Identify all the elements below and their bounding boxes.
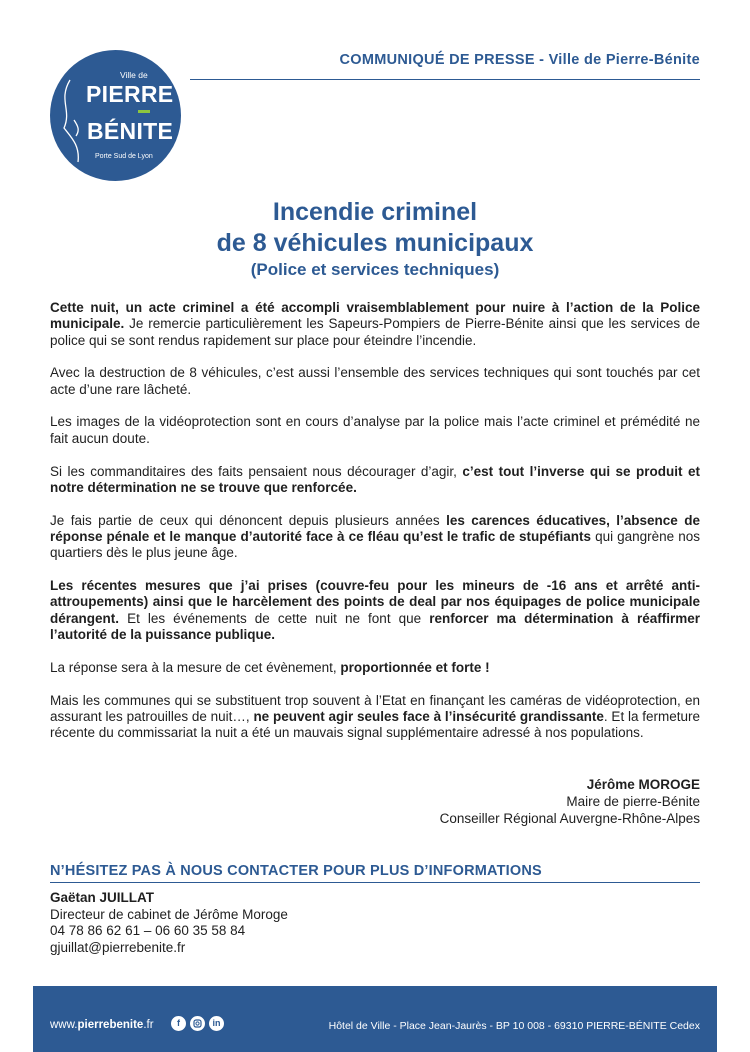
footer-address: Hôtel de Ville - Place Jean-Jaurès - BP 10 008 - 69310 PIERRE-BÉNITE Cedex <box>328 1020 700 1032</box>
logo-pierre: PIERRE <box>86 81 174 107</box>
paragraph-bold: les carences éducatives, l’absence de réponse pénale et le manque d’autorité face à ce fléau qu’est le trafic de stupéfiants <box>50 512 700 544</box>
headline-line-2: de 8 véhicules municipaux <box>216 229 534 257</box>
paragraph <box>50 660 700 676</box>
contact-divider <box>50 882 700 883</box>
headline-subtitle: (Police et services techniques) <box>250 260 500 279</box>
logo-green-dash <box>138 110 150 113</box>
paragraph-bold: proportionnée et forte ! <box>340 659 490 675</box>
paragraph: Les images de la vidéoprotection sont en cours d’analyse par la police mais l’acte criminel et prémédité ne fait aucun doute. <box>50 414 700 446</box>
website-name: pierrebenite <box>77 1019 144 1031</box>
headline-line-1: Incendie criminel <box>272 198 478 226</box>
paragraph-bold: ne peuvent agir seules face à l’insécurité grandissante <box>253 708 604 724</box>
contact-heading: N’HÉSITEZ PAS À NOUS CONTACTER POUR PLUS D’INFORMATIONS <box>50 863 542 879</box>
contact-role: Directeur de cabinet de Jérôme Moroge <box>50 906 288 922</box>
logo-line-art <box>50 50 181 181</box>
paragraph-text: Je fais partie de ceux qui dénoncent depuis plusieurs années <box>50 512 447 528</box>
logo-tagline: Porte Sud de Lyon <box>95 153 153 160</box>
contact-block <box>50 890 288 956</box>
linkedin-icon[interactable]: in <box>209 1016 224 1031</box>
paragraph-text: La réponse sera à la mesure de cet évènement, <box>50 659 341 675</box>
paragraph-text: . Et la fermeture récente du commissariat la nuit a été un mauvais signal supplémentaire adressé à nos populations. <box>50 708 700 741</box>
paragraph-text: Si les commanditaires des faits pensaient nous décourager d’agir, <box>50 463 463 479</box>
paragraph-text: Et les événements de cette nuit ne font que <box>119 610 430 626</box>
paragraph-text: Mais les communes qui se substituent trop souvent à l’Etat en finançant les caméras de vidéoprotection, en assurant les patrouilles de nuit…, <box>50 692 700 724</box>
logo-ville-de: Ville de <box>120 70 148 80</box>
press-release-body <box>50 300 700 758</box>
paragraph <box>50 464 700 497</box>
website-link[interactable] <box>50 1019 154 1031</box>
header-divider <box>190 79 700 80</box>
paragraph: Avec la destruction de 8 véhicules, c’est aussi l’ensemble des services techniques qui sont touchés par cet acte d’une rare lâcheté. <box>50 365 700 397</box>
website-suffix: .fr <box>143 1019 154 1031</box>
paragraph-bold: c’est tout l’inverse qui se produit et notre détermination ne se trouve que renforcée. <box>50 463 700 495</box>
contact-phones: 04 78 86 62 61 – 06 60 35 58 84 <box>50 923 246 938</box>
instagram-icon[interactable] <box>190 1016 205 1031</box>
contact-email[interactable]: gjuillat@pierrebenite.fr <box>50 939 186 955</box>
logo-benite: BÉNITE <box>87 118 174 144</box>
paragraph-text: Je remercie particulièrement les Sapeurs-Pompiers de Pierre-Bénite ainsi que les services de police qui se sont rendus rapidement sur place pour éteindre l’incendie. <box>50 316 700 348</box>
website-prefix: www. <box>50 1019 78 1031</box>
footer-bar <box>33 986 717 1052</box>
paragraph-bold: Les récentes mesures que j’ai prises (couvre-feu pour les mineurs de -16 ans et arrêté anti-attroupements) ainsi que le harcèlement des points de deal par nos équipages de police municipale dérangent. <box>50 578 700 626</box>
paragraph-text: qui gangrène nos quartiers dès le plus jeune âge. <box>50 528 700 561</box>
social-links <box>171 1016 224 1031</box>
signature-block <box>440 776 700 827</box>
press-release-header: COMMUNIQUÉ DE PRESSE - Ville de Pierre-Bénite <box>339 52 700 68</box>
paragraph <box>50 693 700 742</box>
facebook-icon[interactable]: f <box>171 1016 186 1031</box>
contact-name: Gaëtan JUILLAT <box>50 890 155 905</box>
paragraph <box>50 300 700 349</box>
paragraph <box>50 578 700 643</box>
paragraph-bold: Cette nuit, un acte criminel a été accompli vraisemblablement pour nuire à l’action de la Police municipale. <box>50 300 700 332</box>
signatory-role: Maire de pierre-Bénite <box>566 794 700 809</box>
city-logo <box>50 50 181 181</box>
signatory-role: Conseiller Régional Auvergne-Rhône-Alpes <box>439 811 700 826</box>
headline <box>0 197 750 281</box>
paragraph-bold: renforcer ma détermination à réaffirmer l’autorité de la puissance publique. <box>50 610 700 642</box>
signatory-name: Jérôme MOROGE <box>586 777 700 792</box>
paragraph <box>50 513 700 562</box>
